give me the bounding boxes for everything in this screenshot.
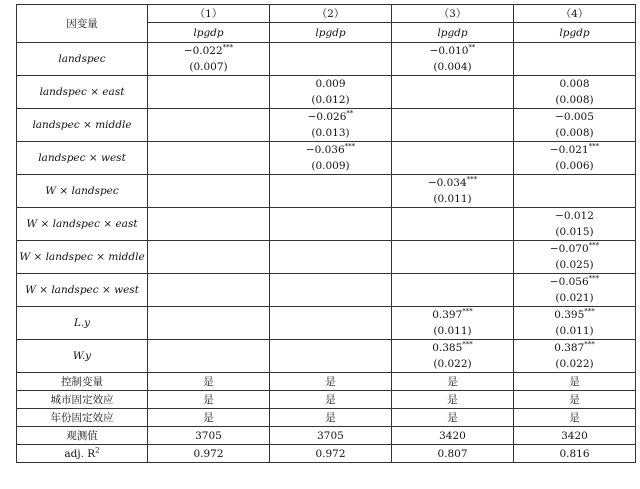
std-error: (0.006): [555, 160, 594, 172]
summary-value: 是: [514, 373, 636, 391]
coef-cell: [148, 307, 270, 340]
coef-cell: [148, 142, 270, 175]
summary-value: 0.807: [392, 445, 514, 463]
coef-cell: [270, 43, 392, 76]
summary-row: [17, 391, 636, 409]
summary-value: 是: [148, 409, 270, 427]
superscript: 2: [95, 446, 100, 454]
coef-cell: [148, 274, 270, 307]
summary-value: 0.972: [270, 445, 392, 463]
coef-cell: [270, 208, 392, 241]
significance-stars: ***: [588, 274, 600, 283]
summary-row: [17, 427, 636, 445]
coef-cell: [392, 175, 514, 208]
coef-cell: [148, 241, 270, 274]
coef-row: [17, 340, 636, 373]
coef-cell: [514, 274, 636, 307]
std-error: (0.007): [189, 61, 228, 73]
summary-label: 城市固定效应: [17, 391, 148, 409]
std-error: (0.021): [555, 292, 594, 304]
summary-value: 是: [514, 391, 636, 409]
coef-cell: [514, 340, 636, 373]
coef-cell: [270, 340, 392, 373]
coef-value: −0.021***: [549, 142, 600, 156]
coef-row: [17, 274, 636, 307]
dep-var: lpgdp: [392, 23, 514, 43]
coef-value: −0.026**: [307, 109, 354, 123]
summary-value: 是: [392, 409, 514, 427]
row-label: W × landspec × middle: [17, 241, 148, 274]
coef-row: [17, 109, 636, 142]
coef-cell: [148, 340, 270, 373]
row-label: W.y: [17, 340, 148, 373]
std-error: (0.025): [555, 259, 594, 271]
coef-value: 0.008: [559, 78, 590, 90]
coef-value: −0.056***: [549, 274, 600, 288]
coef-value: −0.036***: [305, 142, 356, 156]
summary-value: 是: [392, 373, 514, 391]
coef-value: 0.397***: [432, 307, 473, 321]
summary-label: 年份固定效应: [17, 409, 148, 427]
summary-value: 0.972: [148, 445, 270, 463]
summary-row: [17, 373, 636, 391]
std-error: (0.004): [433, 61, 472, 73]
summary-label: adj. $R^2$: [17, 445, 148, 463]
std-error: (0.015): [555, 226, 594, 238]
coef-cell: [514, 109, 636, 142]
summary-value: 是: [270, 373, 392, 391]
std-error: (0.011): [555, 325, 594, 337]
coef-cell: [392, 76, 514, 109]
coef-value: 0.387***: [554, 340, 595, 354]
std-error: (0.008): [555, 127, 594, 139]
coef-cell: [392, 109, 514, 142]
corner-label: 因变量: [17, 5, 148, 43]
summary-value: 是: [270, 391, 392, 409]
row-label: landspec × east: [17, 76, 148, 109]
coef-value: 0.395***: [554, 307, 595, 321]
significance-stars: **: [346, 109, 354, 118]
summary-value: 0.816: [514, 445, 636, 463]
coef-cell: [514, 208, 636, 241]
coef-row: [17, 43, 636, 76]
summary-value: 是: [392, 391, 514, 409]
std-error: (0.013): [311, 127, 350, 139]
coef-value: −0.022***: [183, 43, 234, 57]
coef-row: [17, 241, 636, 274]
row-label: landspec × middle: [17, 109, 148, 142]
std-error: (0.022): [433, 358, 472, 370]
summary-value: 是: [514, 409, 636, 427]
row-label: W × landspec × east: [17, 208, 148, 241]
coef-row: [17, 307, 636, 340]
summary-value: 是: [148, 373, 270, 391]
coef-row: [17, 142, 636, 175]
coef-cell: [514, 307, 636, 340]
coef-cell: [514, 76, 636, 109]
summary-value: 3420: [392, 427, 514, 445]
std-error: (0.008): [555, 94, 594, 106]
regression-table: [16, 4, 636, 463]
significance-stars: ***: [344, 142, 356, 151]
coef-cell: [392, 142, 514, 175]
coef-cell: [270, 307, 392, 340]
col-header: （3）: [392, 5, 514, 23]
significance-stars: **: [468, 43, 476, 52]
coef-value: −0.012: [555, 210, 594, 222]
coef-cell: [270, 109, 392, 142]
summary-value: 是: [148, 391, 270, 409]
coef-cell: [392, 340, 514, 373]
summary-value: 3420: [514, 427, 636, 445]
significance-stars: ***: [466, 175, 478, 184]
row-label: W × landspec × west: [17, 274, 148, 307]
col-header: （1）: [148, 5, 270, 23]
coef-cell: [270, 76, 392, 109]
coef-value: −0.005: [555, 111, 594, 123]
col-header: （2）: [270, 5, 392, 23]
coef-value: 0.009: [315, 78, 346, 90]
coef-cell: [270, 274, 392, 307]
coef-cell: [392, 208, 514, 241]
coef-cell: [392, 43, 514, 76]
dep-var: lpgdp: [270, 23, 392, 43]
coef-cell: [514, 241, 636, 274]
row-label: landspec: [17, 43, 148, 76]
row-label: L.y: [17, 307, 148, 340]
coef-cell: [148, 109, 270, 142]
row-label: landspec × west: [17, 142, 148, 175]
coef-value: −0.070***: [549, 241, 600, 255]
coef-value: 0.385***: [432, 340, 473, 354]
std-error: (0.011): [433, 325, 472, 337]
summary-value: 3705: [148, 427, 270, 445]
dep-var: lpgdp: [514, 23, 636, 43]
significance-stars: ***: [588, 241, 600, 250]
significance-stars: ***: [462, 307, 473, 316]
header-row: [17, 5, 636, 23]
coef-cell: [270, 175, 392, 208]
coef-value: −0.010**: [429, 43, 476, 57]
coef-value: −0.034***: [427, 175, 478, 189]
std-error: (0.011): [433, 193, 472, 205]
coef-cell: [148, 175, 270, 208]
significance-stars: ***: [588, 142, 600, 151]
coef-cell: [514, 43, 636, 76]
col-header: （4）: [514, 5, 636, 23]
coef-cell: [514, 175, 636, 208]
summary-label: 控制变量: [17, 373, 148, 391]
coef-cell: [392, 307, 514, 340]
coef-row: [17, 175, 636, 208]
coef-cell: [270, 241, 392, 274]
summary-label: 观测值: [17, 427, 148, 445]
summary-row: [17, 445, 636, 463]
coef-cell: [148, 208, 270, 241]
coef-cell: [392, 241, 514, 274]
row-label: W × landspec: [17, 175, 148, 208]
significance-stars: ***: [222, 43, 234, 52]
coef-row: [17, 208, 636, 241]
std-error: (0.012): [311, 94, 350, 106]
coef-cell: [270, 142, 392, 175]
coef-row: [17, 76, 636, 109]
coef-cell: [392, 274, 514, 307]
std-error: (0.009): [311, 160, 350, 172]
coef-cell: [148, 76, 270, 109]
summary-row: [17, 409, 636, 427]
significance-stars: ***: [584, 340, 595, 349]
std-error: (0.022): [555, 358, 594, 370]
significance-stars: ***: [584, 307, 595, 316]
coef-cell: [148, 43, 270, 76]
summary-value: 3705: [270, 427, 392, 445]
coef-cell: [514, 142, 636, 175]
significance-stars: ***: [462, 340, 473, 349]
summary-value: 是: [270, 409, 392, 427]
dep-var: lpgdp: [148, 23, 270, 43]
